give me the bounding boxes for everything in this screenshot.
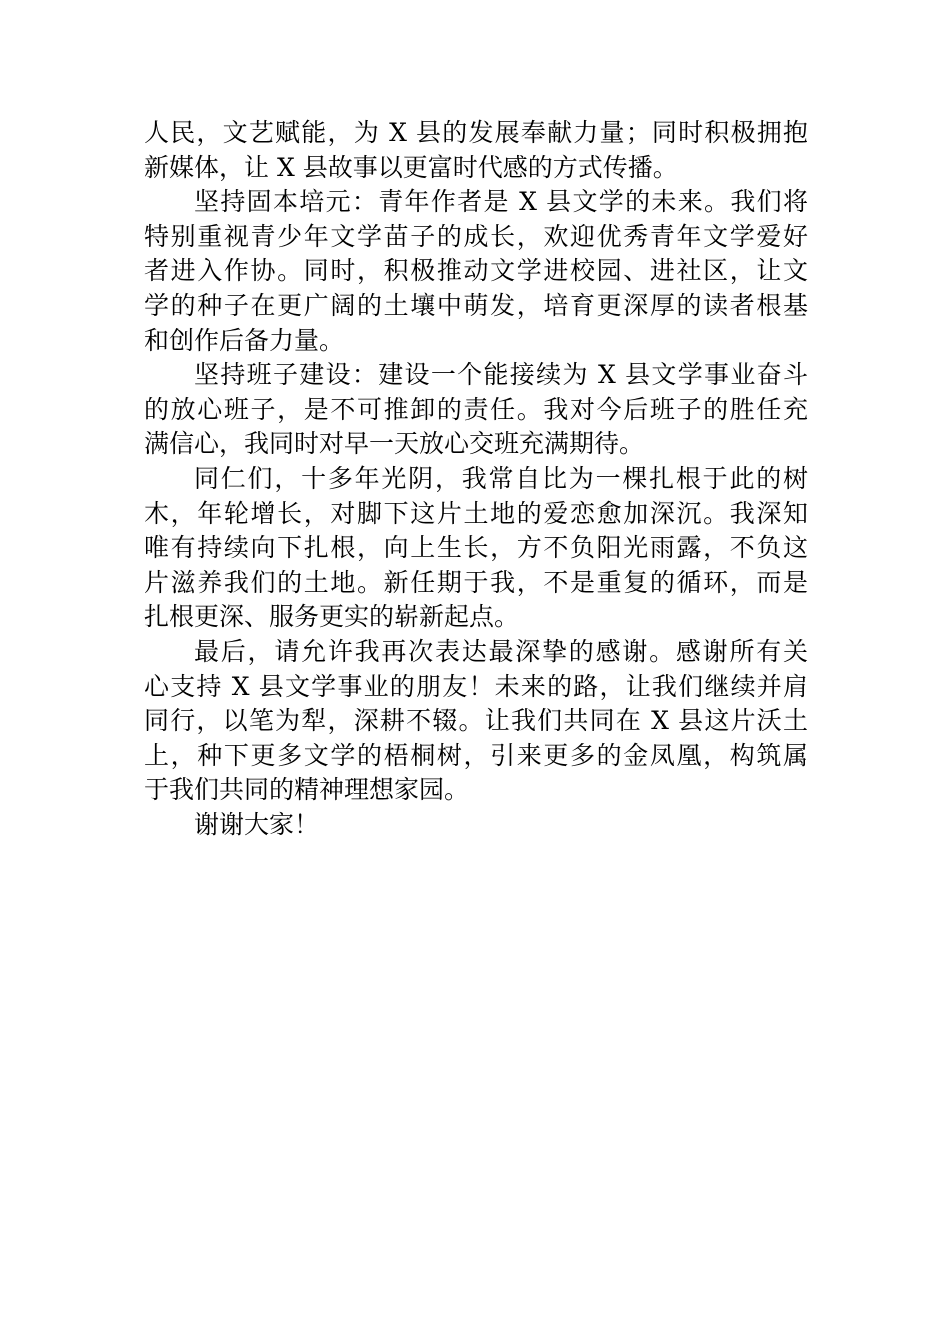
text-line: 唯有持续向下扎根，向上生长，方不负阳光雨露，不负这 (144, 533, 808, 563)
text-line: 特别重视青少年文学苗子的成长，欢迎优秀青年文学爱好 (144, 221, 808, 251)
text-line: 木，年轮增长，对脚下这片土地的爱恋愈加深沉。我深知 (144, 498, 808, 528)
paragraph (144, 116, 808, 185)
text-line: 心支持 X 县文学事业的朋友！未来的路，让我们继续并肩 (144, 671, 808, 701)
paragraph (144, 185, 808, 358)
text-line: 满信心，我同时对早一天放心交班充满期待。 (144, 429, 645, 459)
text-line: 学的种子在更广阔的土壤中萌发，培育更深厚的读者根基 (144, 290, 808, 320)
text-line: 新媒体，让 X 县故事以更富时代感的方式传播。 (144, 152, 678, 182)
paragraph (144, 358, 808, 462)
text-line: 同行，以笔为犁，深耕不辍。让我们共同在 X 县这片沃土 (144, 706, 808, 736)
text-line: 的放心班子，是不可推卸的责任。我对今后班子的胜任充 (144, 394, 808, 424)
paragraph (144, 808, 808, 843)
text-line: 同仁们，十多年光阴，我常自比为一棵扎根于此的树 (194, 463, 808, 493)
text-line: 谢谢大家！ (194, 809, 320, 839)
text-line: 人民，文艺赋能，为 X 县的发展奉献力量；同时积极拥抱 (144, 118, 808, 147)
document-body (144, 116, 808, 842)
paragraph (144, 635, 808, 808)
text-line: 上，种下更多文学的梧桐树，引来更多的金凤凰，构筑属 (144, 740, 808, 770)
text-line: 扎根更深、服务更实的崭新起点。 (144, 602, 520, 632)
text-line: 坚持固本培元：青年作者是 X 县文学的未来。我们将 (194, 187, 808, 217)
text-line: 于我们共同的精神理想家园。 (144, 775, 470, 805)
paragraph (144, 462, 808, 635)
text-line: 坚持班子建设：建设一个能接续为 X 县文学事业奋斗 (194, 360, 808, 390)
text-line: 最后，请允许我再次表达最深挚的感谢。感谢所有关 (194, 636, 808, 666)
text-line: 和创作后备力量。 (144, 325, 345, 355)
text-line: 片滋养我们的土地。新任期于我，不是重复的循环，而是 (144, 567, 808, 597)
text-line: 者进入作协。同时，积极推动文学进校园、进社区，让文 (144, 256, 808, 286)
